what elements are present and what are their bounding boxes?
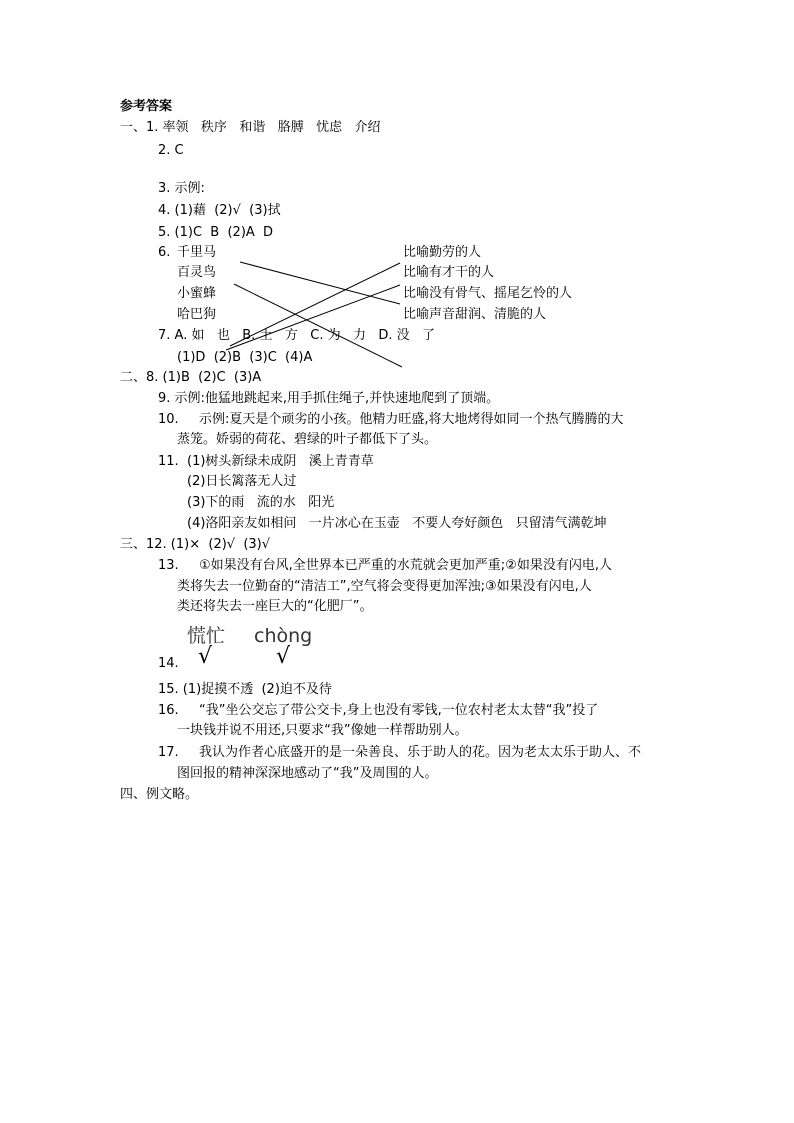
q6-right-item: 比喻有才干的人 xyxy=(403,265,495,280)
doc-title: 参考答案 xyxy=(120,99,173,114)
sec4-answer: 四、例文略。 xyxy=(120,787,199,802)
q7-sub-answer: (1)D (2)B (3)C (4)A xyxy=(177,350,313,365)
q17-line: 图回报的精神深深地感动了“我”及周围的人。 xyxy=(177,766,438,781)
q14-number: 14. xyxy=(158,656,179,671)
q17-number: 17. xyxy=(158,745,179,760)
q12-answer: 三、12. (1)× (2)√ (3)√ xyxy=(120,537,271,552)
q8-answer: 二、8. (1)B (2)C (3)A xyxy=(120,370,262,385)
q1-answer: 一、1. 率领 秩序 和谐 胳膊 忧虑 介绍 xyxy=(120,120,381,135)
q6-left-item: 哈巴狗 xyxy=(177,307,217,322)
q6-right-item: 比喻声音甜润、清脆的人 xyxy=(403,307,547,322)
q13-line: ①如果没有台风,全世界本已严重的水荒就会更加严重;②如果没有闪电,人 xyxy=(199,558,612,573)
q13-number: 13. xyxy=(158,558,179,573)
q14-pinyin: chòng xyxy=(254,625,313,647)
q10-line: 蒸笼。娇弱的荷花、碧绿的叶子都低下了头。 xyxy=(177,432,438,447)
q14-check-mark: √ xyxy=(198,644,213,669)
q9-answer: 9. 示例:他猛地跳起来,用手抓住绳子,并快速地爬到了顶端。 xyxy=(158,391,500,406)
q11-line: (1)树头新绿未成阴 溪上青青草 xyxy=(187,454,374,469)
q10-line: 示例:夏天是个顽劣的小孩。他精力旺盛,将大地烤得如同一个热气腾腾的大 xyxy=(199,412,624,427)
q4-answer: 4. (1)藉 (2)√ (3)拭 xyxy=(158,203,281,218)
q6-left-item: 小蜜蜂 xyxy=(177,286,217,301)
q14-check-mark: √ xyxy=(276,644,291,669)
q16-line: 一块钱并说不用还,只要求“我”像她一样帮助别人。 xyxy=(177,723,468,738)
q5-answer: 5. (1)C B (2)A D xyxy=(158,225,274,240)
q11-number: 11. xyxy=(158,454,179,469)
q16-number: 16. xyxy=(158,703,179,718)
q11-line: (4)洛阳亲友如相问 一片冰心在玉壶 不要人夸好颜色 只留清气满乾坤 xyxy=(187,516,607,531)
q3-answer: 3. 示例: xyxy=(158,181,205,196)
q2-answer: 2. C xyxy=(158,143,184,158)
q10-number: 10. xyxy=(158,412,179,427)
q7-answer: 7. A. 如 也 B. 土 方 C. 为 力 D. 没 了 xyxy=(158,328,436,343)
q14-word: 慌忙 xyxy=(187,625,226,647)
q11-line: (2)日长篱落无人过 xyxy=(187,474,297,489)
q17-line: 我认为作者心底盛开的是一朵善良、乐于助人的花。因为老太太乐于助人、不 xyxy=(199,745,642,760)
q6-right-item: 比喻没有骨气、摇尾乞怜的人 xyxy=(403,286,573,301)
q13-line: 类还将失去一座巨大的“化肥厂”。 xyxy=(177,599,373,614)
q6-right-item: 比喻勤劳的人 xyxy=(403,245,482,260)
q6-left-item: 百灵鸟 xyxy=(177,265,217,280)
q15-answer: 15. (1)捉摸不透 (2)迫不及待 xyxy=(158,682,332,697)
match-line xyxy=(240,262,400,304)
q13-line: 类将失去一位勤奋的“清洁工”,空气将会变得更加浑浊;③如果没有闪电,人 xyxy=(177,579,592,594)
q16-line: “我”坐公交忘了带公交卡,身上也没有零钱,一位农村老太太替“我”投了 xyxy=(199,703,599,718)
q6-number: 6. xyxy=(158,245,171,260)
q11-line: (3)下的雨 流的水 阳光 xyxy=(187,495,335,510)
q6-left-item: 千里马 xyxy=(177,245,217,260)
